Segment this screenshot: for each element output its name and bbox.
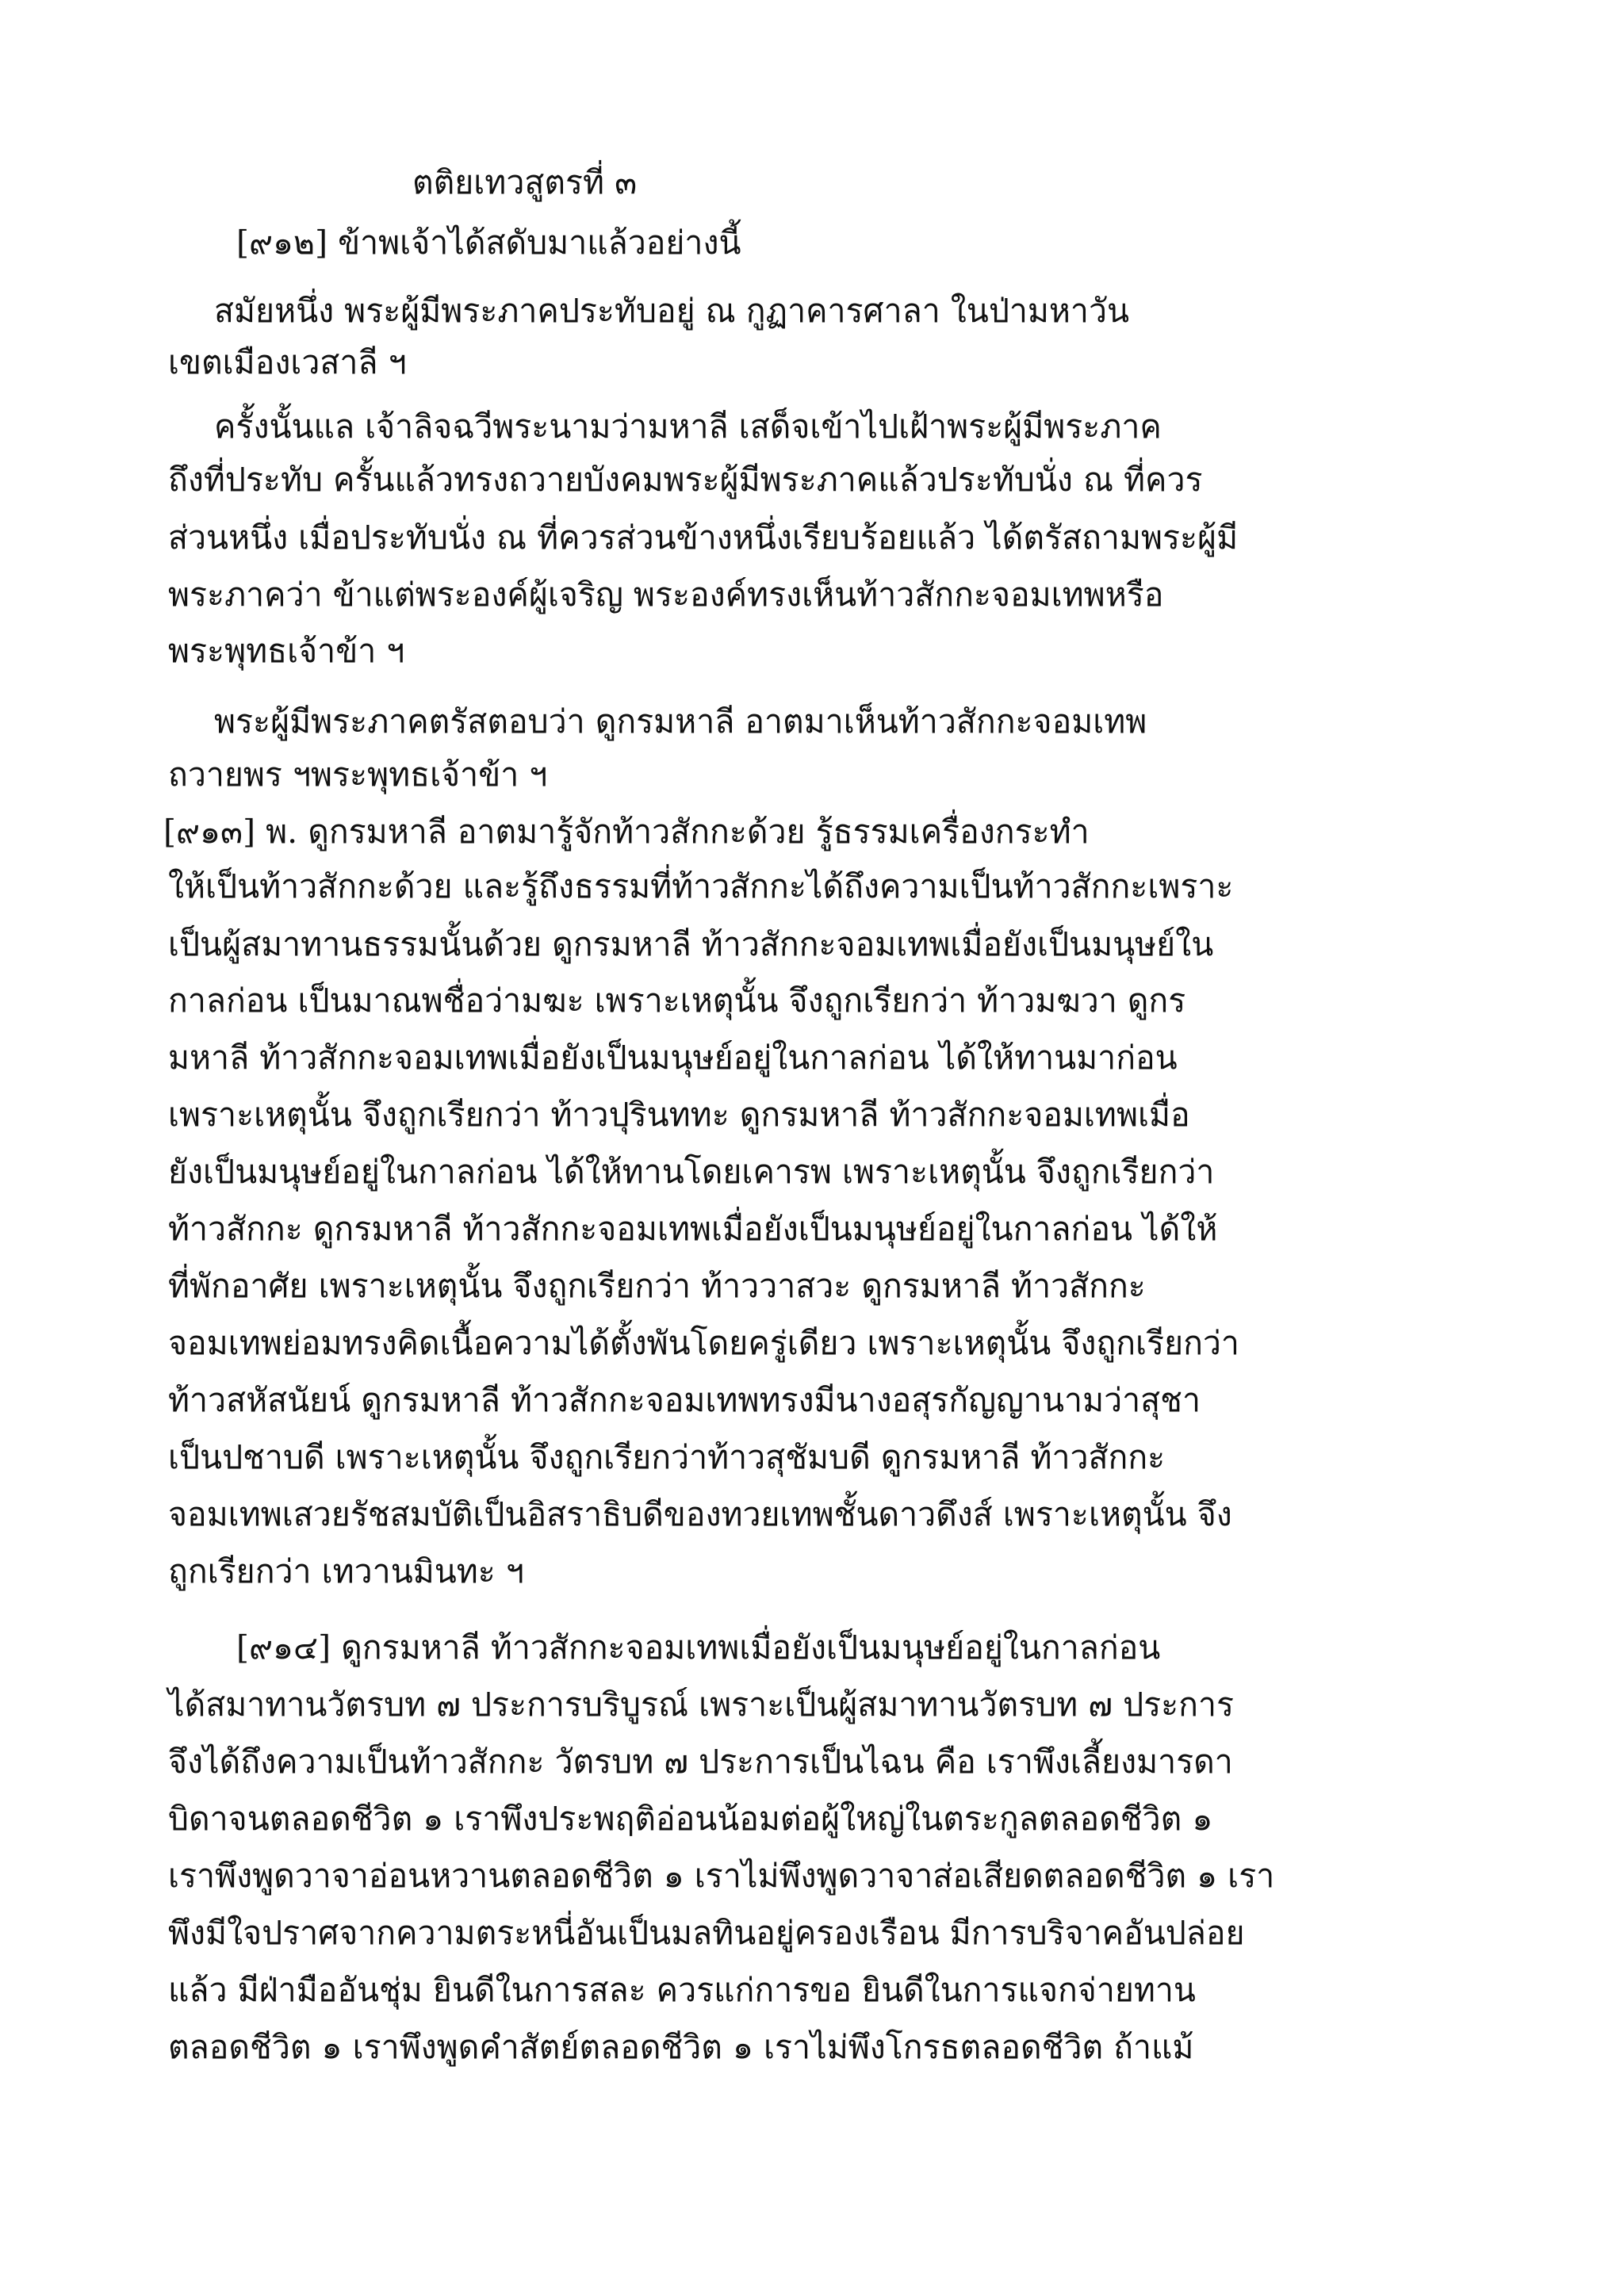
paragraph-line: มหาลี ท้าวสักกะจอมเทพเมื่อยังเป็นมนุษย์อยู่ในกาลก่อน ได้ให้ทานมาก่อน: [168, 1039, 1178, 1077]
paragraph-line: ที่พักอาศัย เพราะเหตุนั้น จึงถูกเรียกว่า ท้าววาสวะ ดูกรมหาลี ท้าวสักกะ: [168, 1267, 1146, 1305]
paragraph-line: พระผู้มีพระภาคตรัสตอบว่า ดูกรมหาลี อาตมาเห็นท้าวสักกะจอมเทพ: [214, 702, 1147, 740]
document-title: ตติยเทวสูตรที่ ๓: [412, 163, 638, 201]
paragraph-line: ให้เป็นท้าวสักกะด้วย และรู้ถึงธรรมที่ท้าวสักกะได้ถึงความเป็นท้าวสักกะเพราะ: [168, 867, 1234, 905]
paragraph-line: จอมเทพเสวยรัชสมบัติเป็นอิสราธิบดีของทวยเทพชั้นดาวดึงส์ เพราะเหตุนั้น จึง: [168, 1495, 1232, 1533]
paragraph-line: สมัยหนึ่ง พระผู้มีพระภาคประทับอยู่ ณ กูฏาคารศาลา ในป่ามหาวัน: [214, 292, 1130, 330]
paragraph-line: เพราะเหตุนั้น จึงถูกเรียกว่า ท้าวปุรินททะ ดูกรมหาลี ท้าวสักกะจอมเทพเมื่อ: [168, 1096, 1190, 1134]
paragraph-line: กาลก่อน เป็นมาณพชื่อว่ามฆะ เพราะเหตุนั้น จึงถูกเรียกว่า ท้าวมฆวา ดูกร: [168, 982, 1186, 1020]
paragraph-line: เป็นผู้สมาทานธรรมนั้นด้วย ดูกรมหาลี ท้าวสักกะจอมเทพเมื่อยังเป็นมนุษย์ใน: [168, 925, 1214, 963]
paragraph-line: ครั้งนั้นแล เจ้าลิจฉวีพระนามว่ามหาลี เสด็จเข้าไปเฝ้าพระผู้มีพระภาค: [214, 408, 1162, 446]
paragraph-line: พึงมีใจปราศจากความตระหนี่อันเป็นมลทินอยู่ครองเรือน มีการบริจาคอันปล่อย: [168, 1914, 1245, 1952]
paragraph-line: ถวายพร ฯพระพุทธเจ้าข้า ฯ: [168, 756, 548, 794]
paragraph-line: [๙๑๓] พ. ดูกรมหาลี อาตมารู้จักท้าวสักกะด้วย รู้ธรรมเครื่องกระทำ: [163, 813, 1090, 851]
paragraph-line: เราพึงพูดวาจาอ่อนหวานตลอดชีวิต ๑ เราไม่พึงพูดวาจาส่อเสียดตลอดชีวิต ๑ เรา: [168, 1857, 1275, 1895]
paragraph-line: ถูกเรียกว่า เทวานมินทะ ฯ: [168, 1552, 524, 1590]
paragraph-line: ถึงที่ประทับ ครั้นแล้วทรงถวายบังคมพระผู้มีพระภาคแล้วประทับนั่ง ณ ที่ควร: [168, 461, 1203, 499]
paragraph-line: [๙๑๔] ดูกรมหาลี ท้าวสักกะจอมเทพเมื่อยังเป็นมนุษย์อยู่ในกาลก่อน: [236, 1628, 1161, 1667]
paragraph-line: จอมเทพย่อมทรงคิดเนื้อความได้ตั้งพันโดยครู่เดียว เพราะเหตุนั้น จึงถูกเรียกว่า: [168, 1324, 1239, 1362]
paragraph-line: ตลอดชีวิต ๑ เราพึงพูดคำสัตย์ตลอดชีวิต ๑ เราไม่พึงโกรธตลอดชีวิต ถ้าแม้: [168, 2028, 1194, 2066]
paragraph-line: ยังเป็นมนุษย์อยู่ในกาลก่อน ได้ให้ทานโดยเคารพ เพราะเหตุนั้น จึงถูกเรียกว่า: [168, 1153, 1215, 1191]
paragraph-line: เป็นปชาบดี เพราะเหตุนั้น จึงถูกเรียกว่าท้าวสุชัมบดี ดูกรมหาลี ท้าวสักกะ: [168, 1438, 1166, 1476]
paragraph-line: ท้าวสหัสนัยน์ ดูกรมหาลี ท้าวสักกะจอมเทพทรงมีนางอสุรกัญญานามว่าสุชา: [168, 1381, 1201, 1419]
paragraph-line: ท้าวสักกะ ดูกรมหาลี ท้าวสักกะจอมเทพเมื่อยังเป็นมนุษย์อยู่ในกาลก่อน ได้ให้: [168, 1210, 1218, 1248]
paragraph-line: [๙๑๒] ข้าพเจ้าได้สดับมาแล้วอย่างนี้: [236, 224, 741, 262]
paragraph-line: พระพุทธเจ้าข้า ฯ: [168, 632, 405, 670]
paragraph-line: พระภาคว่า ข้าแต่พระองค์ผู้เจริญ พระองค์ทรงเห็นท้าวสักกะจอมเทพหรือ: [168, 576, 1164, 614]
paragraph-line: เขตเมืองเวสาลี ฯ: [168, 343, 407, 381]
paragraph-line: แล้ว มีฝ่ามืออันชุ่ม ยินดีในการสละ ควรแก่การขอ ยินดีในการแจกจ่ายทาน: [168, 1971, 1196, 2009]
paragraph-line: บิดาจนตลอดชีวิต ๑ เราพึงประพฤติอ่อนน้อมต่อผู้ใหญ่ในตระกูลตลอดชีวิต ๑: [168, 1800, 1213, 1838]
paragraph-line: จึงได้ถึงความเป็นท้าวสักกะ วัตรบท ๗ ประการเป็นไฉน คือ เราพึงเลี้ยงมารดา: [168, 1743, 1233, 1781]
paragraph-line: ได้สมาทานวัตรบท ๗ ประการบริบูรณ์ เพราะเป็นผู้สมาทานวัตรบท ๗ ประการ: [168, 1686, 1235, 1724]
paragraph-line: ส่วนหนึ่ง เมื่อประทับนั่ง ณ ที่ควรส่วนข้างหนึ่งเรียบร้อยแล้ว ได้ตรัสถามพระผู้มี: [168, 519, 1239, 557]
